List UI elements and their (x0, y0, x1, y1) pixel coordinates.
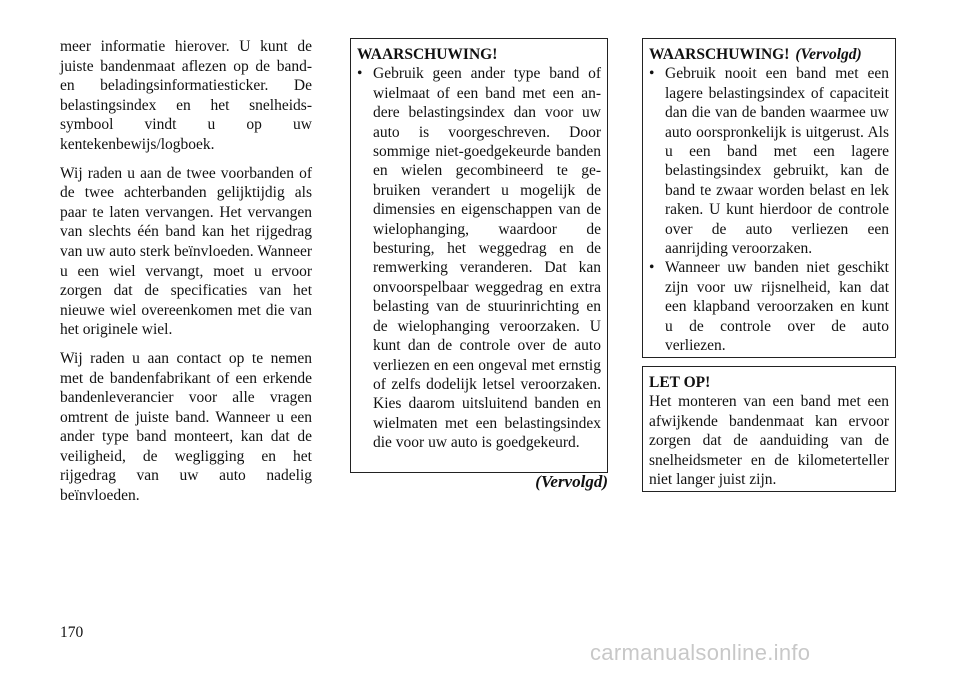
warning-box-2 (642, 38, 896, 358)
warning-title-suffix: (Vervolgd) (795, 46, 862, 63)
warning-box-1 (350, 38, 608, 473)
warning-item: • Wanneer uw banden niet geschikt zijn voor uw rijsnelheid, kan dat een klapband veroorzaken en kunt u de controle over de auto verliezen. (649, 258, 889, 355)
warning-list (357, 64, 601, 452)
warning-title: WAARSCHUWING! (357, 46, 498, 63)
warning-item: • Gebruik nooit een band met een lagere belastingsindex of capaciteit dan die van de banden waarmee uw auto oorspronkelijk is uitgerust. Als u een band met een lagere belastingsindex gebruikt, kan de band te zwaar worden belast en lek raken. U kunt hierdoor de controle over de auto verliezen een aanrijding veroorzaken. (649, 64, 889, 258)
warning-title-text: WAARSCHUWING! (649, 46, 790, 63)
warning-item: • Gebruik geen ander type band of wielmaat of een band met een andere belastingsindex dan voor uw auto is voorgeschreven. Door sommige niet-goedgekeurde banden en wielen gecombineerd te gebruiken verandert u mogelijk de dimensies en eigenschappen van de wielophanging, waardoor de besturing, het weggedrag en de remwerking veranderen. Dat kan onvoorspelbaar weggedrag en extra belasting van de stuurinrichting en de wielophanging veroorzaken. U kunt dan de controle over de auto verliezen en een ongeval met ernstig of zelfs dodelijk letsel veroorzaken. Kies daarom uitsluitend banden en wielmaten met een belastingsindex die voor uw auto is goedgekeurd. (357, 64, 601, 452)
body-text-column (60, 37, 312, 515)
warning-list (649, 64, 889, 355)
watermark: carmanualsonline.info (590, 640, 811, 665)
page-number: 170 (60, 624, 84, 641)
paragraph-1: meer informatie hierover. U kunt de juiste bandenmaat aflezen op de band- en beladingsinformatiesticker. De belastingsindex en het snelheidssymbool vindt u op uw kentekenbewijs/logboek. (60, 38, 312, 153)
paragraph-2: Wij raden u aan de twee voorbanden of de twee achterbanden gelijktijdig als paar te laten vervangen. Het vervangen van slechts één band kan het rijgedrag van uw auto sterk beïnvloeden. Wanneer u een wiel vervangt, moet u ervoor zorgen dat de specificaties van het nieuwe wiel overeenkomen met die van het originele wiel. (60, 164, 312, 339)
warning-title-continued (649, 45, 889, 64)
continued-label: (Vervolgd) (535, 472, 608, 491)
caution-body: Het monteren van een band met een afwijkende bandenmaat kan ervoor zorgen dat de aanduiding van de snelheidsmeter en de kilometerteller niet langer juist zijn. (649, 393, 889, 489)
caution-title: LET OP! (649, 374, 711, 391)
caution-box (642, 366, 896, 492)
paragraph-3: Wij raden u aan contact op te nemen met de bandenfabrikant of een erkende bandenleverancier voor alle vragen omtrent de juiste band. Wanneer u een ander type band monteert, kan dat de veiligheid, de wegligging en het rijgedrag van uw auto nadelig beïnvloeden. (60, 349, 312, 505)
